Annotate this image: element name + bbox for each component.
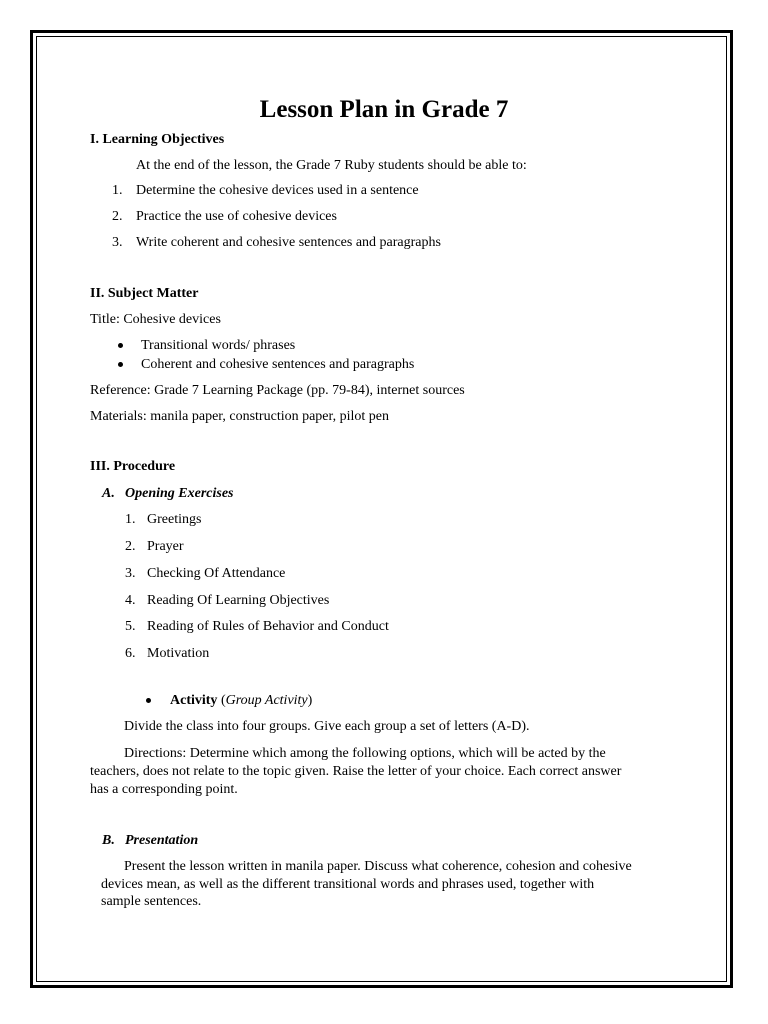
subject-bullet-item: Coherent and cohesive sentences and paragraphs [141, 357, 415, 372]
bullet-marker [118, 337, 123, 354]
subject-reference: Reference: Grade 7 Learning Package (pp. 79-84), internet sources [90, 383, 465, 398]
opening-number: 4. [125, 593, 136, 608]
section-heading-objectives: I. Learning Objectives [90, 132, 225, 147]
section-heading-subject-matter: II. Subject Matter [90, 286, 199, 301]
bullet-marker [118, 356, 123, 373]
directions-line: teachers, does not relate to the topic given. Raise the letter of your choice. Each correct answer [90, 764, 622, 779]
opening-item: Reading Of Learning Objectives [147, 593, 330, 608]
objective-item: Determine the cohesive devices used in a sentence [136, 183, 419, 198]
subject-materials: Materials: manila paper, construction paper, pilot pen [90, 409, 390, 424]
objectives-intro: At the end of the lesson, the Grade 7 Ruby students should be able to: [136, 158, 527, 173]
objective-item: Practice the use of cohesive devices [136, 209, 337, 224]
document-title: Lesson Plan in Grade 7 [259, 96, 509, 123]
part-b-title: Presentation [125, 833, 199, 848]
directions-line: has a corresponding point. [90, 782, 238, 797]
part-b-label: B. [102, 833, 115, 848]
activity-type: Group Activity [225, 693, 308, 708]
objective-number: 1. [112, 183, 123, 198]
opening-number: 6. [125, 646, 136, 661]
opening-item: Checking Of Attendance [147, 566, 286, 581]
activity-paren-close: ) [307, 693, 313, 708]
part-a-title: Opening Exercises [125, 486, 234, 501]
subject-bullet-item: Transitional words/ phrases [141, 338, 296, 353]
presentation-line: sample sentences. [101, 894, 202, 909]
objective-item: Write coherent and cohesive sentences and paragraphs [136, 235, 441, 250]
opening-item: Motivation [147, 646, 210, 661]
bullet-marker [146, 692, 151, 709]
activity-divide-instruction: Divide the class into four groups. Give each group a set of letters (A-D). [124, 719, 530, 734]
objective-number: 3. [112, 235, 123, 250]
opening-number: 3. [125, 566, 136, 581]
section-heading-procedure: III. Procedure [90, 459, 176, 474]
opening-number: 1. [125, 512, 136, 527]
opening-number: 2. [125, 539, 136, 554]
opening-number: 5. [125, 619, 136, 634]
objective-number: 2. [112, 209, 123, 224]
activity-label: Activity [170, 693, 218, 708]
subject-title: Title: Cohesive devices [90, 312, 221, 327]
activity-line [170, 692, 312, 709]
part-a-label: A. [102, 486, 115, 501]
opening-item: Prayer [147, 539, 184, 554]
directions-line: Directions: Determine which among the following options, which will be acted by the [124, 746, 606, 761]
opening-item: Reading of Rules of Behavior and Conduct [147, 619, 389, 634]
opening-item: Greetings [147, 512, 202, 527]
presentation-line: devices mean, as well as the different transitional words and phrases used, together with [101, 877, 595, 892]
presentation-line: Present the lesson written in manila paper. Discuss what coherence, cohesion and cohesive [124, 859, 632, 874]
activity-paren-open: ( [217, 693, 226, 708]
